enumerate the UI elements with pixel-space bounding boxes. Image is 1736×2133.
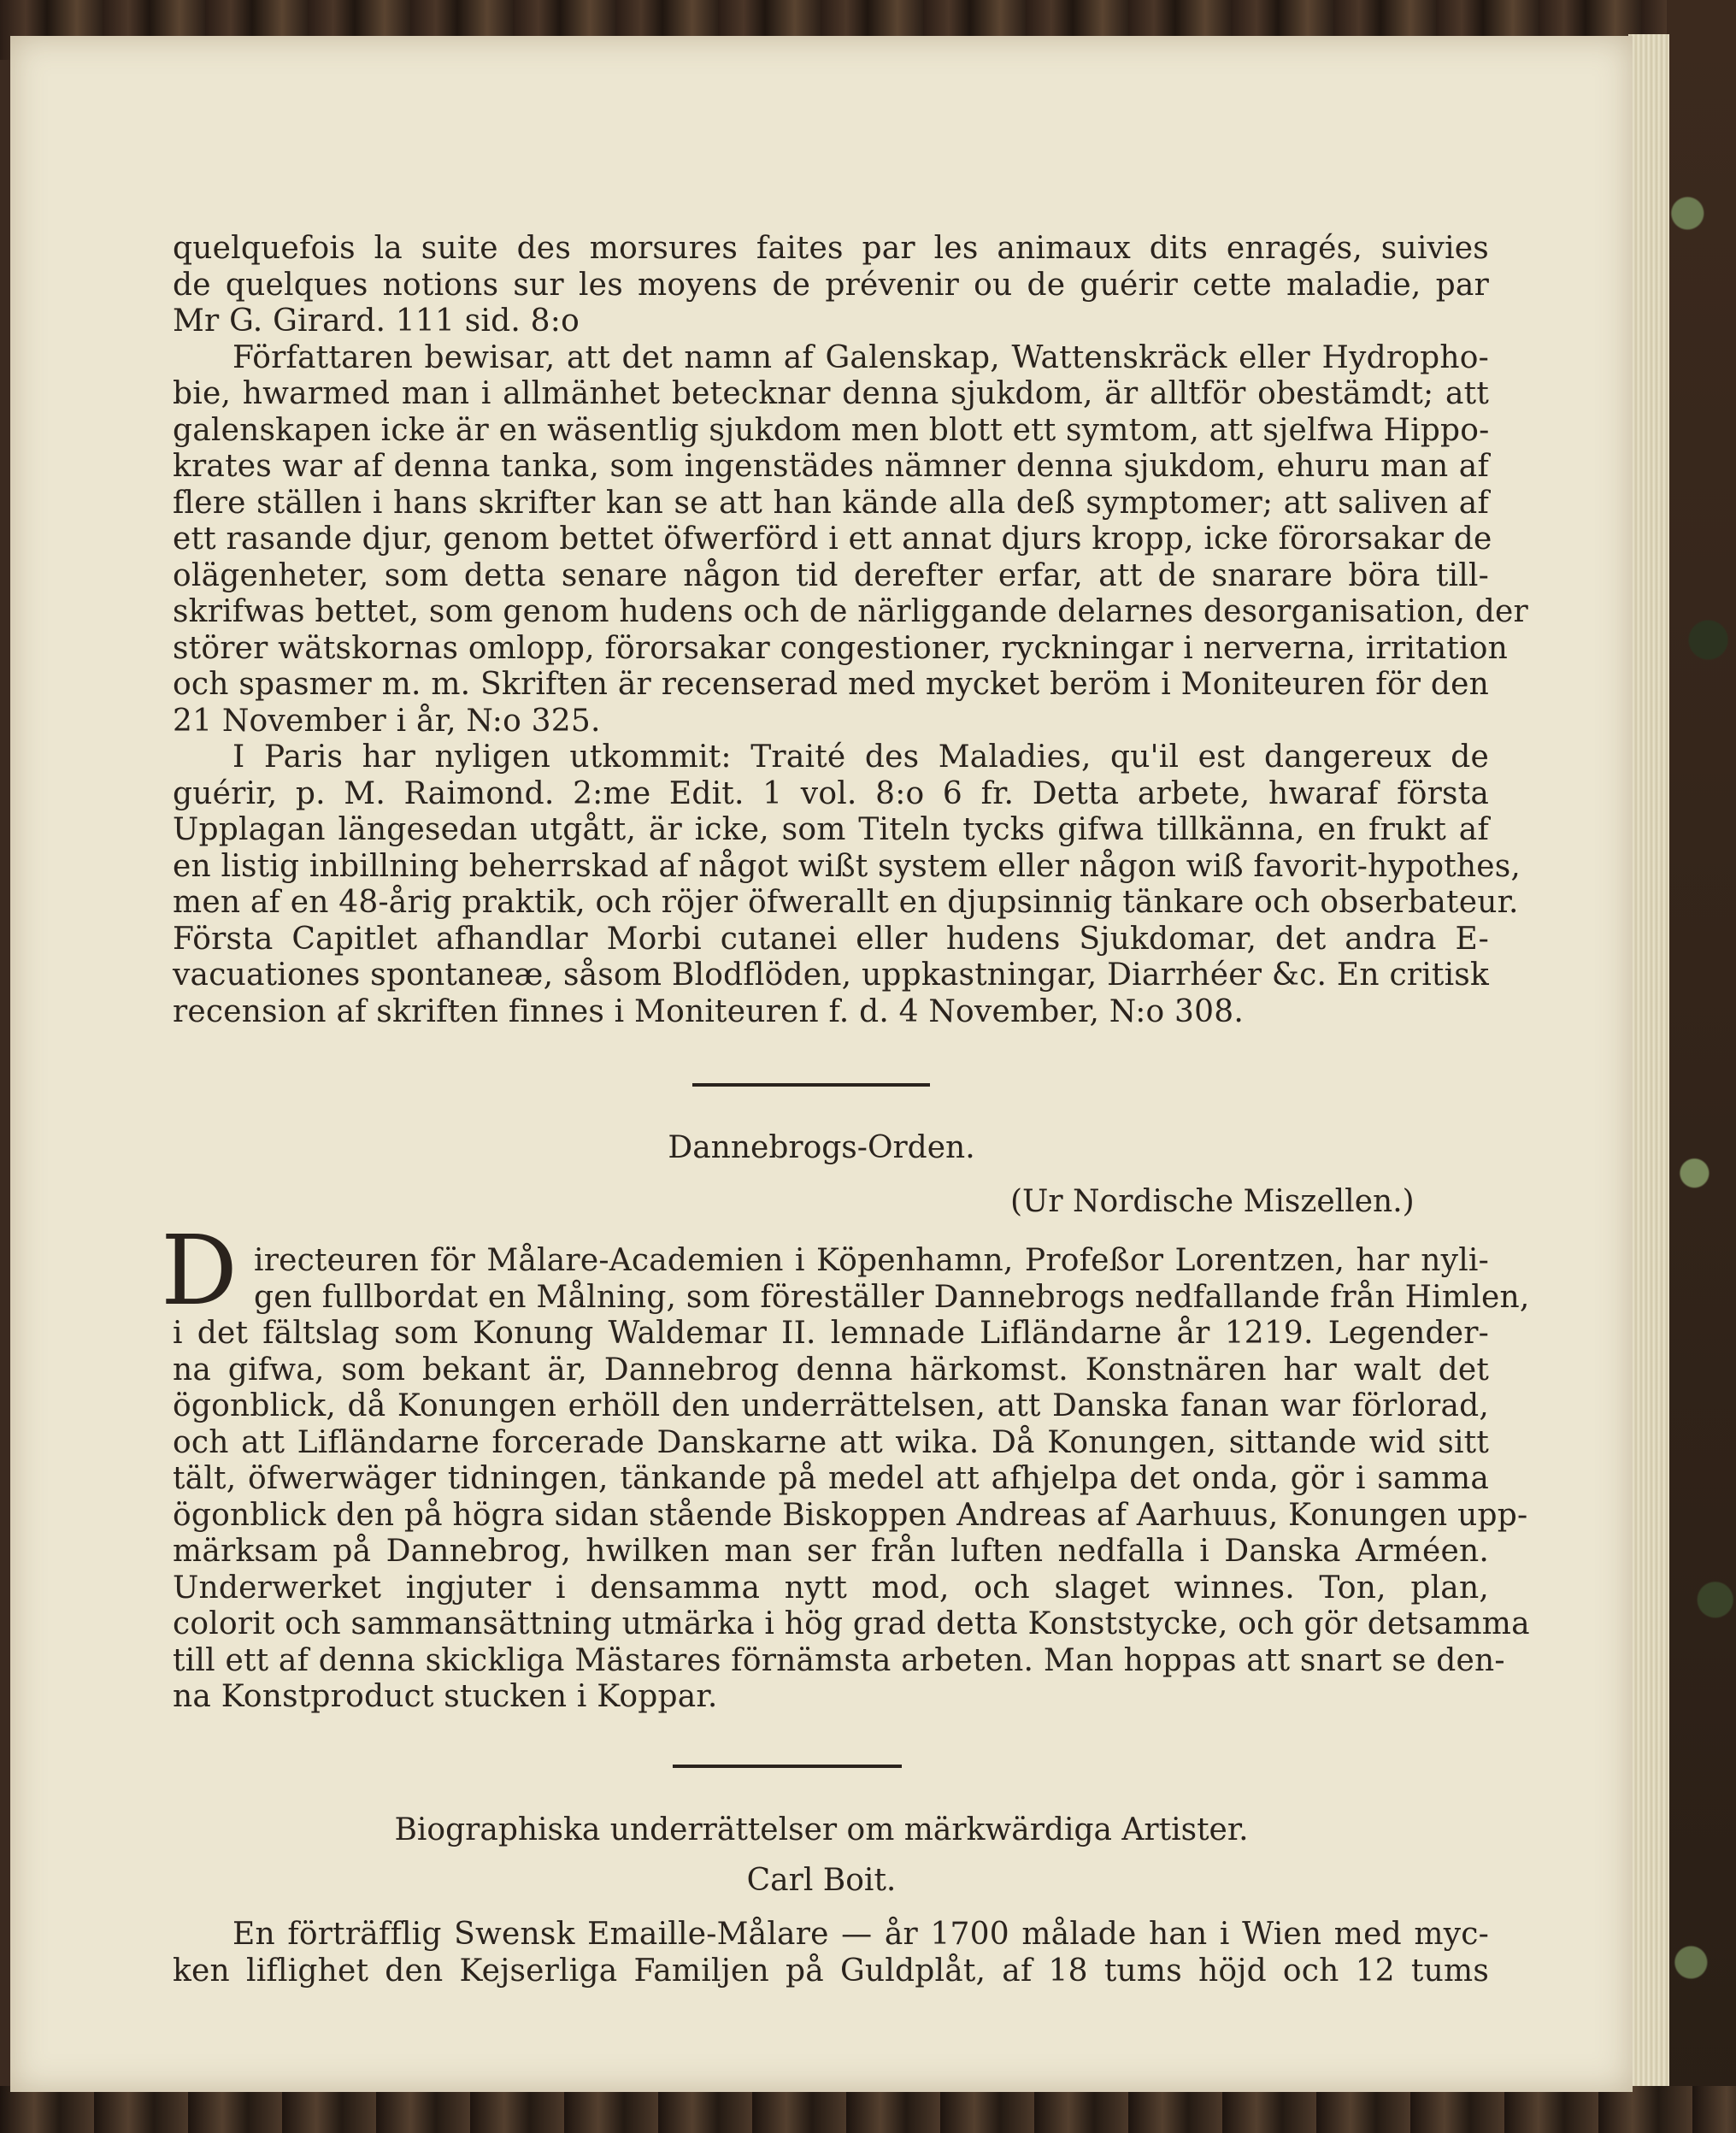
text-line: galenskapen icke är en wäsentlig sjukdom men blott ett symtom, att sjelfwa Hippo- — [173, 412, 1490, 448]
section-divider — [692, 1083, 930, 1087]
text-line: Underwerket ingjuter i densamma nytt mod, och slaget winnes. Ton, plan, — [173, 1570, 1489, 1606]
section-1-text — [173, 231, 1528, 1030]
section-3-text — [173, 1917, 1489, 1989]
text-line: gen fullbordat en Målning, som föreställer Dannebrogs nedfallande från Himlen, — [254, 1279, 1530, 1315]
text-line: till ett af denna skickliga Mästares förnämsta arbeten. Man hoppas att snart se den- — [173, 1642, 1505, 1678]
page-stack-edge — [1628, 34, 1669, 2095]
drop-cap-letter: D — [161, 1216, 238, 1327]
text-line: Upplagan längesedan utgått, är icke, som Titeln tycks gifwa tillkänna, en frukt af — [173, 812, 1489, 847]
text-line: En förträfflig Swensk Emaille-Målare — år 1700 målade han i Wien med myc- — [232, 1917, 1489, 1952]
text-line: quelquefois la suite des morsures faites par les animaux dits enragés, suivies — [173, 231, 1489, 266]
text-line: störer wätskornas omlopp, förorsakar congestioner, ryckningar i nerverna, irritation — [173, 630, 1508, 666]
text-line: Författaren bewisar, att det namn af Galenskap, Wattenskräck eller Hydropho- — [232, 339, 1489, 375]
text-line: och spasmer m. m. Skriften är recenserad med mycket beröm i Moniteuren för den — [173, 667, 1489, 702]
text-line: irecteuren för Målare-Academien i Köpenhamn, Profeßor Lorentzen, har nyli- — [254, 1243, 1489, 1278]
section-3-heading: Biographiska underrättelser om märkwärdiga Artister. — [394, 1812, 1249, 1847]
text-line: na gifwa, som bekant är, Dannebrog denna härkomst. Konstnären har walt det — [173, 1352, 1489, 1388]
book-page — [10, 36, 1633, 2092]
text-line: ögonblick, då Konungen erhöll den underrättelsen, att Danska fanan war förlorad, — [173, 1388, 1489, 1423]
section-3-subheading: Carl Boit. — [746, 1863, 897, 1898]
text-line: Mr G. Girard. 111 sid. 8:o — [173, 303, 580, 339]
section-2-source: (Ur Nordische Miszellen.) — [1010, 1184, 1415, 1219]
book-binding-bottom — [0, 2086, 1736, 2133]
text-line: ken liflighet den Kejserliga Familjen på Guldplåt, af 18 tums höjd och 12 tums — [173, 1953, 1489, 1989]
section-2-heading: Dannebrogs-Orden. — [668, 1130, 975, 1165]
text-line: i det fältslag som Konung Waldemar II. lemnade Lifländarne år 1219. Legender- — [173, 1316, 1489, 1351]
text-line: men af en 48-årig praktik, och röjer öfwerallt en djupsinnig tänkare och obserbateur. — [173, 885, 1519, 920]
text-line: bie, hwarmed man i allmänhet betecknar denna sjukdom, är alltför obestämdt; att — [173, 376, 1489, 411]
text-line: na Konstproduct stucken i Koppar. — [173, 1679, 718, 1714]
text-line: 21 November i år, N:o 325. — [173, 703, 601, 739]
text-line: flere ställen i hans skrifter kan se att han kände alla deß symptomer; att saliven af — [173, 485, 1489, 521]
text-line: recension af skriften finnes i Moniteuren f. d. 4 November, N:o 308. — [173, 993, 1245, 1029]
text-line: och att Lifländarne forcerade Danskarne att wika. Då Konungen, sittande wid sitt — [173, 1424, 1489, 1460]
text-line: skrifwas bettet, som genom hudens och de närliggande delarnes desorganisation, der — [173, 594, 1528, 629]
text-line: I Paris har nyligen utkommit: Traité des Maladies, qu'il est dangereux de — [232, 739, 1489, 775]
text-line: ett rasande djur, genom bettet öfwerförd i ett annat djurs kropp, icke förorsakar de — [173, 521, 1492, 557]
section-divider — [673, 1765, 902, 1768]
text-line: märksam på Dannebrog, hwilken man ser från luften nedfalla i Danska Arméen. — [173, 1534, 1489, 1569]
text-line: krates war af denna tanka, som ingenstädes nämner denna sjukdom, ehuru man af — [173, 449, 1489, 484]
marbled-cover-edge — [1667, 0, 1736, 2133]
text-line: en listig inbillning beherrskad af något wißt system eller någon wiß favorit-hypothes, — [173, 848, 1521, 884]
text-line: vacuationes spontaneæ, såsom Blodflöden, uppkastningar, Diarrhéer &c. En critisk — [173, 957, 1489, 993]
text-line: tält, öfwerwäger tidningen, tänkande på medel att afhjelpa det onda, gör i samma — [173, 1461, 1489, 1496]
text-line: de quelques notions sur les moyens de prévenir ou de guérir cette maladie, par — [173, 267, 1489, 303]
text-line: Första Capitlet afhandlar Morbi cutanei eller hudens Sjukdomar, det andra E- — [173, 921, 1489, 957]
text-line: ögonblick den på högra sidan stående Biskoppen Andreas af Aarhuus, Konungen upp- — [173, 1497, 1528, 1533]
text-line: colorit och sammansättning utmärka i hög grad detta Konststycke, och gör detsamma — [173, 1606, 1530, 1641]
text-line: guérir, p. M. Raimond. 2:me Edit. 1 vol. 8:o 6 fr. Detta arbete, hwaraf första — [173, 775, 1489, 811]
section-2-text — [173, 1243, 1530, 1716]
text-line: olägenheter, som detta senare någon tid derefter erfar, att de snarare böra till- — [173, 557, 1489, 593]
